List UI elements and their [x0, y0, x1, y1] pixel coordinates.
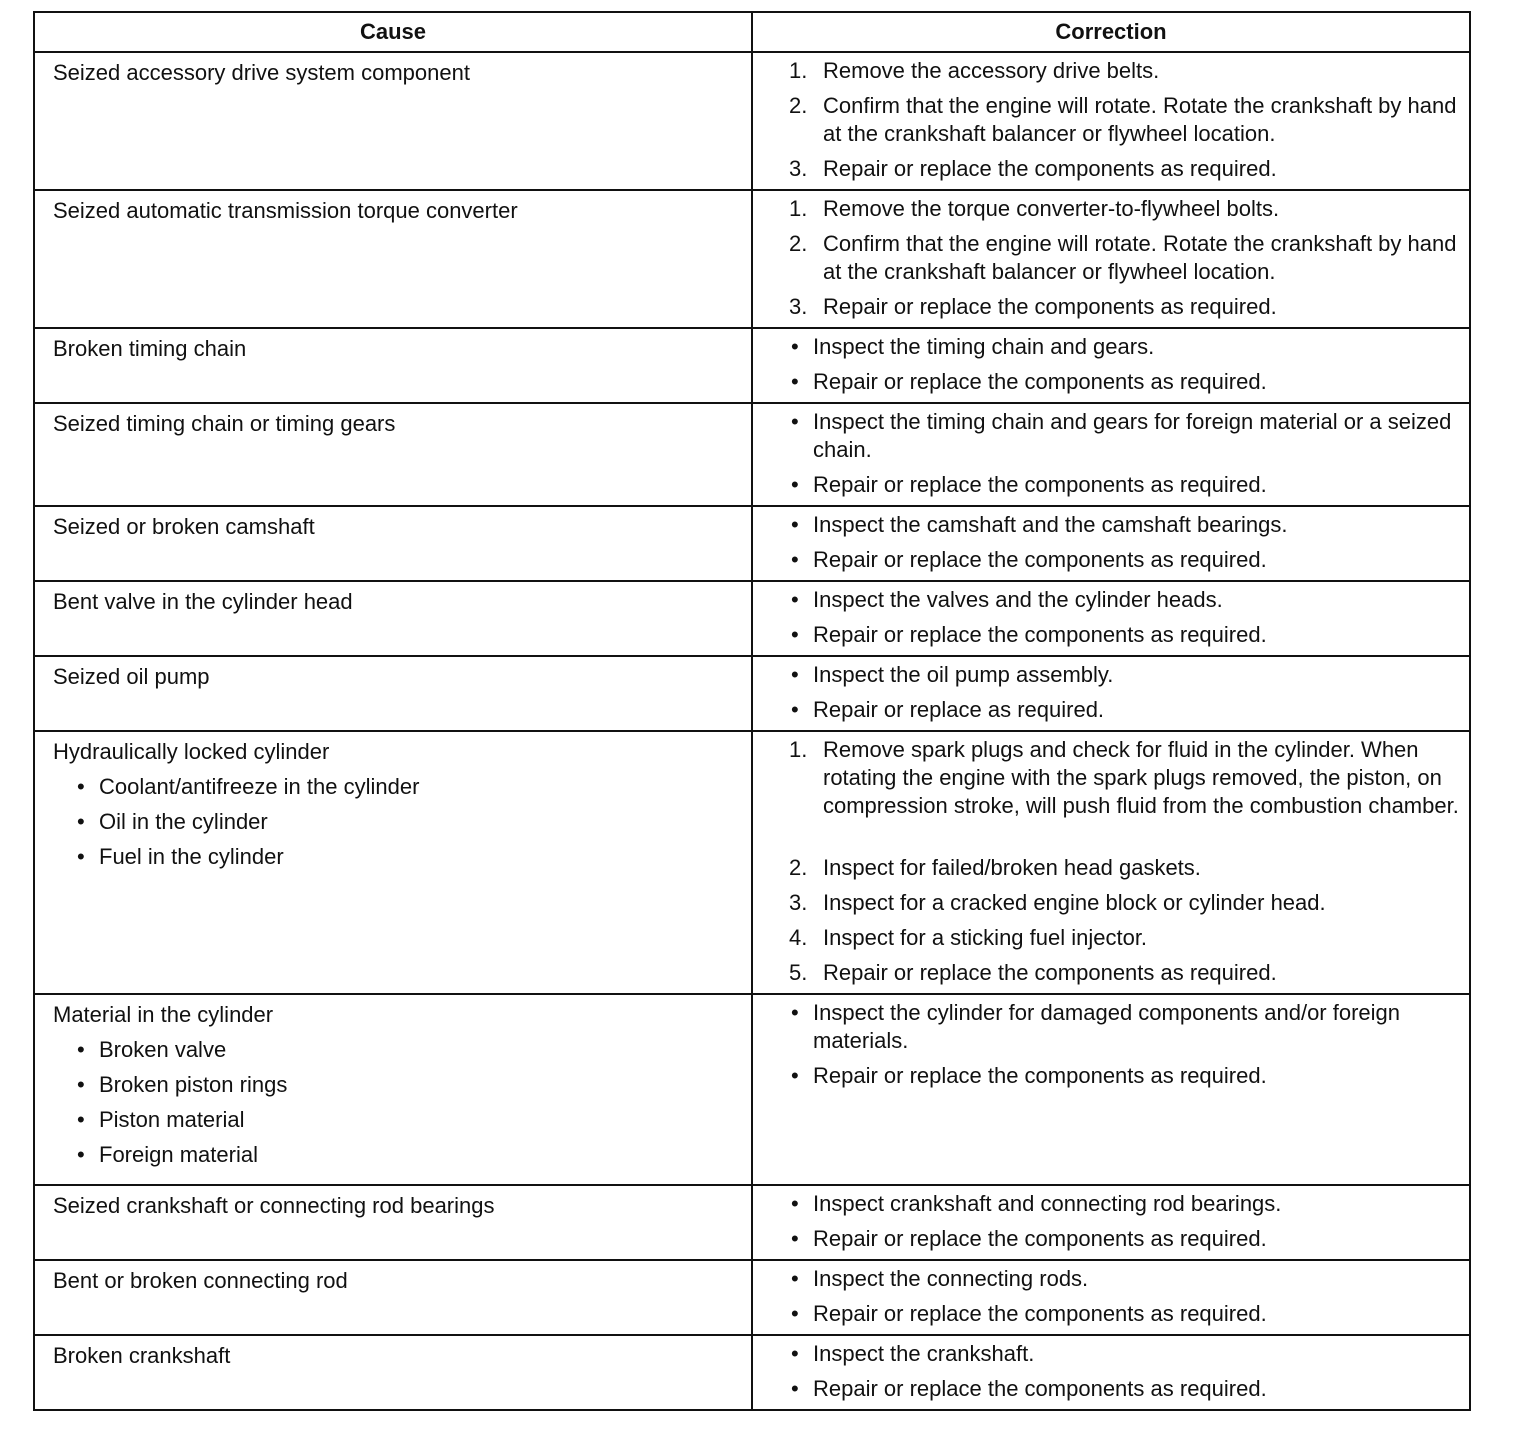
bullet-icon: •	[791, 1191, 799, 1216]
correction-cell	[752, 52, 1470, 190]
step-number: 3.	[789, 294, 808, 319]
correction-step	[789, 999, 1459, 1055]
bullet-icon: •	[791, 1226, 799, 1251]
bullet-icon: •	[791, 472, 799, 497]
correction-list	[789, 57, 1459, 183]
cause-text: Bent valve in the cylinder head	[53, 589, 353, 614]
correction-text: Inspect the crankshaft.	[813, 1341, 1035, 1366]
step-number: 1.	[789, 58, 808, 83]
correction-list	[789, 1340, 1459, 1403]
correction-text: Remove the torque converter-to-flywheel bolts.	[823, 196, 1280, 221]
table-row	[34, 190, 1470, 328]
step-number: 3.	[789, 156, 808, 181]
cause-text: Seized timing chain or timing gears	[53, 411, 396, 436]
step-number: 2.	[789, 231, 808, 256]
correction-text: Repair or replace the components as required.	[813, 472, 1267, 497]
cause-sub-item: • Fuel in the cylinder	[77, 843, 741, 871]
cause-text: Broken crankshaft	[53, 1343, 231, 1368]
correction-step	[789, 696, 1459, 724]
correction-list	[789, 1265, 1459, 1328]
cause-correction-table	[33, 11, 1471, 1411]
header-correction: Correction	[752, 12, 1470, 52]
correction-step	[789, 1265, 1459, 1293]
correction-text: Inspect the oil pump assembly.	[813, 662, 1114, 687]
cause-sub-list	[53, 773, 741, 871]
correction-text: Inspect for failed/broken head gaskets.	[823, 855, 1201, 880]
correction-text: Repair or replace the components as required.	[813, 1301, 1267, 1326]
cause-text: Seized accessory drive system component	[53, 60, 470, 85]
correction-step	[789, 621, 1459, 649]
cause-cell	[34, 731, 752, 994]
correction-step	[789, 736, 1459, 820]
correction-step	[789, 889, 1459, 917]
correction-step	[789, 230, 1459, 286]
bullet-icon: •	[791, 409, 799, 434]
correction-step	[789, 1300, 1459, 1328]
cause-cell	[34, 403, 752, 506]
correction-step	[789, 1190, 1459, 1218]
correction-text: Repair or replace the components as required.	[823, 294, 1277, 319]
correction-text: Repair or replace as required.	[813, 697, 1105, 722]
correction-text: Inspect for a sticking fuel injector.	[823, 925, 1148, 950]
correction-step	[789, 471, 1459, 499]
cause-cell	[34, 581, 752, 656]
correction-list	[789, 661, 1459, 724]
correction-text: Inspect the connecting rods.	[813, 1266, 1089, 1291]
correction-step	[789, 924, 1459, 952]
cause-text: Broken timing chain	[53, 336, 247, 361]
bullet-icon: •	[791, 662, 799, 687]
cause-text: Seized oil pump	[53, 664, 210, 689]
cause-cell	[34, 1260, 752, 1335]
bullet-icon: •	[791, 1301, 799, 1326]
step-number: 4.	[789, 925, 808, 950]
correction-step	[789, 546, 1459, 574]
step-number: 3.	[789, 890, 808, 915]
bullet-icon: •	[791, 622, 799, 647]
bullet-icon: •	[791, 547, 799, 572]
table-row	[34, 328, 1470, 403]
table-row	[34, 731, 1470, 994]
correction-step	[789, 333, 1459, 361]
correction-step	[789, 293, 1459, 321]
correction-text: Repair or replace the components as required.	[823, 156, 1277, 181]
correction-step	[789, 1225, 1459, 1253]
cause-cell	[34, 190, 752, 328]
correction-text: Remove the accessory drive belts.	[823, 58, 1160, 83]
cause-text: Material in the cylinder	[53, 1002, 274, 1027]
correction-text: Inspect the timing chain and gears for foreign material or a seized chain.	[813, 409, 1452, 462]
correction-list	[789, 408, 1459, 499]
correction-step	[789, 661, 1459, 689]
cause-text: Bent or broken connecting rod	[53, 1268, 348, 1293]
correction-list	[789, 333, 1459, 396]
correction-text: Inspect the timing chain and gears.	[813, 334, 1155, 359]
bullet-icon: •	[791, 1000, 799, 1025]
bullet-icon: •	[791, 1266, 799, 1291]
correction-cell	[752, 656, 1470, 731]
correction-text: Inspect crankshaft and connecting rod bearings.	[813, 1191, 1282, 1216]
correction-text: Repair or replace the components as required.	[813, 369, 1267, 394]
correction-text: Remove spark plugs and check for fluid in the cylinder. When rotating the engine with the spark plugs removed, the piston, on compression stroke, will push fluid from the combustion chamber.	[823, 737, 1459, 818]
cause-cell	[34, 1335, 752, 1410]
correction-text: Confirm that the engine will rotate. Rotate the crankshaft by hand at the crankshaft balancer or flywheel location.	[823, 93, 1457, 146]
correction-text: Repair or replace the components as required.	[823, 960, 1277, 985]
step-number: 2.	[789, 93, 808, 118]
cause-cell	[34, 994, 752, 1185]
correction-cell	[752, 190, 1470, 328]
cause-sub-item: • Broken valve	[77, 1036, 741, 1064]
cause-cell	[34, 52, 752, 190]
header-cause: Cause	[34, 12, 752, 52]
step-number: 2.	[789, 855, 808, 880]
cause-sub-item: • Foreign material	[77, 1141, 741, 1169]
table-body	[34, 52, 1470, 1410]
correction-list	[789, 511, 1459, 574]
correction-step	[789, 155, 1459, 183]
cause-sub-list	[53, 1036, 741, 1169]
correction-step	[789, 408, 1459, 464]
correction-step	[789, 511, 1459, 539]
correction-text: Repair or replace the components as required.	[813, 1063, 1267, 1088]
correction-list	[789, 999, 1459, 1090]
correction-cell	[752, 403, 1470, 506]
table-row	[34, 581, 1470, 656]
correction-text: Repair or replace the components as required.	[813, 622, 1267, 647]
bullet-icon: •	[791, 369, 799, 394]
correction-step	[789, 195, 1459, 223]
correction-step	[789, 92, 1459, 148]
correction-cell	[752, 581, 1470, 656]
correction-step	[789, 1375, 1459, 1403]
correction-text: Repair or replace the components as required.	[813, 1226, 1267, 1251]
table-row	[34, 1260, 1470, 1335]
table-row	[34, 994, 1470, 1185]
table-row	[34, 656, 1470, 731]
cause-sub-item: • Broken piston rings	[77, 1071, 741, 1099]
table-row	[34, 52, 1470, 190]
bullet-icon: •	[791, 697, 799, 722]
table-row	[34, 1335, 1470, 1410]
correction-cell	[752, 1185, 1470, 1260]
correction-step	[789, 368, 1459, 396]
correction-list	[789, 586, 1459, 649]
correction-text: Inspect the valves and the cylinder heads.	[813, 587, 1223, 612]
correction-cell	[752, 731, 1470, 994]
cause-text: Seized or broken camshaft	[53, 514, 315, 539]
cause-sub-item: • Coolant/antifreeze in the cylinder	[77, 773, 741, 801]
bullet-icon: •	[791, 1376, 799, 1401]
step-number: 1.	[789, 737, 808, 762]
correction-text: Inspect the cylinder for damaged components and/or foreign materials.	[813, 1000, 1401, 1053]
correction-list	[789, 736, 1459, 987]
correction-step	[789, 586, 1459, 614]
step-number: 5.	[789, 960, 808, 985]
bullet-icon: •	[791, 334, 799, 359]
bullet-icon: •	[791, 1063, 799, 1088]
correction-step	[789, 959, 1459, 987]
correction-step	[789, 1062, 1459, 1090]
cause-sub-item: • Piston material	[77, 1106, 741, 1134]
cause-cell	[34, 1185, 752, 1260]
table-header-row	[34, 12, 1470, 52]
cause-text: Seized automatic transmission torque converter	[53, 198, 518, 223]
cause-text: Hydraulically locked cylinder	[53, 739, 330, 764]
correction-cell	[752, 994, 1470, 1185]
cause-cell	[34, 328, 752, 403]
correction-list	[789, 195, 1459, 321]
correction-list	[789, 1190, 1459, 1253]
correction-text: Inspect for a cracked engine block or cylinder head.	[823, 890, 1326, 915]
correction-step	[789, 1340, 1459, 1368]
correction-cell	[752, 1335, 1470, 1410]
correction-text: Inspect the camshaft and the camshaft bearings.	[813, 512, 1288, 537]
correction-text: Confirm that the engine will rotate. Rotate the crankshaft by hand at the crankshaft balancer or flywheel location.	[823, 231, 1457, 284]
table-row	[34, 403, 1470, 506]
correction-cell	[752, 328, 1470, 403]
cause-cell	[34, 656, 752, 731]
bullet-icon: •	[791, 1341, 799, 1366]
bullet-icon: •	[791, 512, 799, 537]
correction-cell	[752, 506, 1470, 581]
step-number: 1.	[789, 196, 808, 221]
correction-step	[789, 854, 1459, 882]
correction-text: Repair or replace the components as required.	[813, 1376, 1267, 1401]
table-row	[34, 1185, 1470, 1260]
table-row	[34, 506, 1470, 581]
cause-cell	[34, 506, 752, 581]
bullet-icon: •	[791, 587, 799, 612]
cause-sub-item: • Oil in the cylinder	[77, 808, 741, 836]
correction-cell	[752, 1260, 1470, 1335]
correction-text: Repair or replace the components as required.	[813, 547, 1267, 572]
cause-text: Seized crankshaft or connecting rod bearings	[53, 1193, 495, 1218]
correction-step	[789, 57, 1459, 85]
